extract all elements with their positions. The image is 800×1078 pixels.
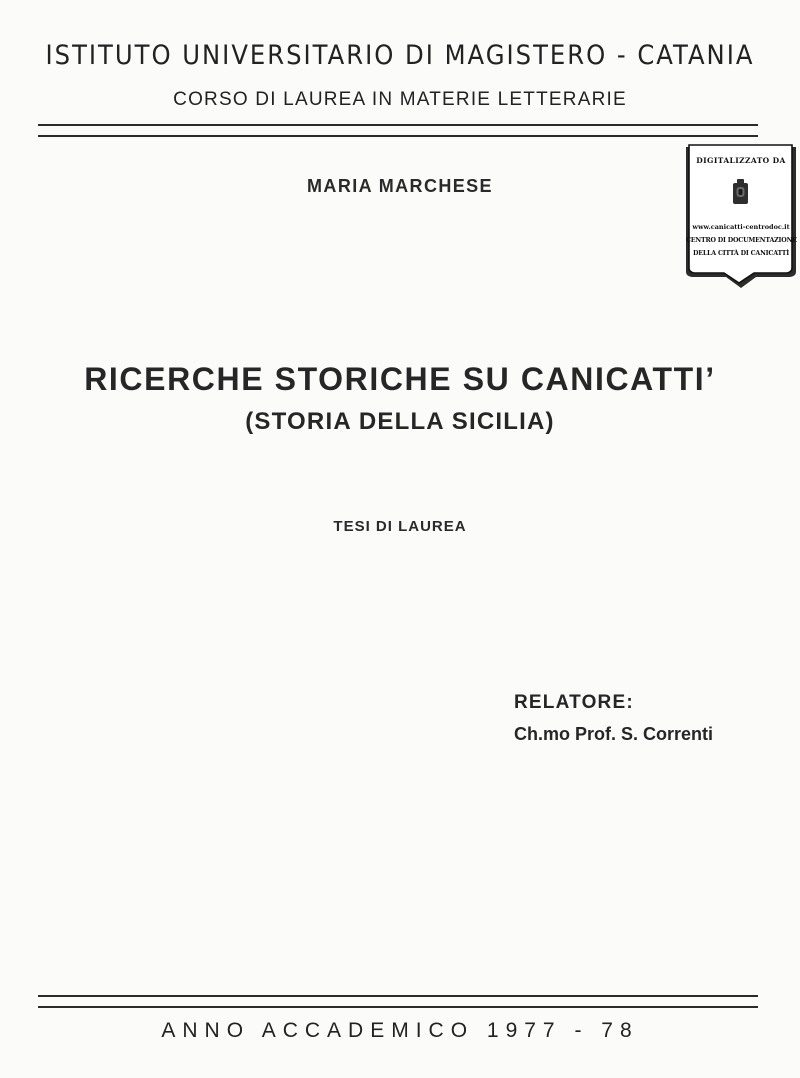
thesis-title: RICERCHE STORICHE SU CANICATTI’ bbox=[84, 361, 716, 397]
academic-year: ANNO ACCADEMICO 1977 - 78 bbox=[161, 1019, 639, 1042]
stamp-center-name: CENTRO DI DOCUMENTAZIONE bbox=[686, 237, 797, 244]
stamp-heading: DIGITALIZZATO DA bbox=[696, 156, 786, 165]
course-name: CORSO DI LAUREA IN MATERIE LETTERARIE bbox=[173, 89, 627, 110]
institute-name: ISTITUTO UNIVERSITARIO DI MAGISTERO - CATANIA bbox=[45, 40, 755, 71]
thesis-type: TESI DI LAUREA bbox=[333, 518, 467, 535]
top-rule-upper bbox=[38, 124, 758, 126]
stamp-frame bbox=[686, 144, 796, 289]
supervisor-name: Ch.mo Prof. S. Correnti bbox=[514, 724, 714, 744]
author-name: MARIA MARCHESE bbox=[307, 176, 493, 196]
bottom-rule-upper bbox=[38, 995, 758, 997]
bottom-rule-lower bbox=[38, 1006, 758, 1008]
supervisor-label: RELATORE: bbox=[514, 692, 634, 713]
top-rule-lower bbox=[38, 135, 758, 137]
stamp-city-name: DELLA CITTÀ DI CANICATTÌ bbox=[692, 250, 790, 257]
stamp-url: www.canicatti-centrodoc.it bbox=[692, 223, 790, 231]
digitization-stamp bbox=[686, 144, 796, 289]
coat-of-arms-icon bbox=[732, 178, 749, 205]
thesis-subtitle: (STORIA DELLA SICILIA) bbox=[245, 408, 555, 435]
